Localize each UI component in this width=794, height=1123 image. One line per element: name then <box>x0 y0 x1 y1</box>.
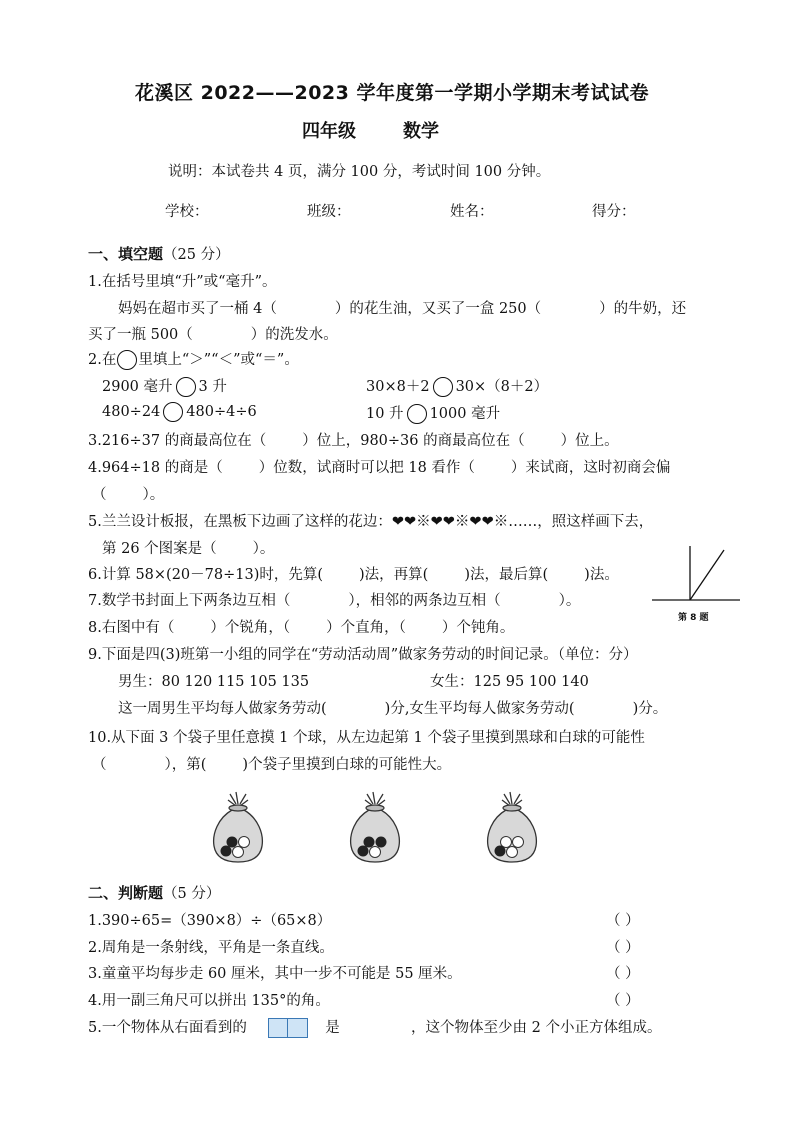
question-1: 1.在括号里填“升”或“毫升”。 <box>88 274 277 290</box>
compare-circle[interactable] <box>163 402 183 422</box>
q2-item-2: 30×8＋2 30×（8＋2） <box>366 379 549 395</box>
name-field: 姓名： <box>450 204 494 220</box>
compare-circle[interactable] <box>433 377 453 397</box>
black-ball <box>227 837 238 848</box>
question-1-line-1: 妈妈在超市买了一桶 4（ ）的花生油，又买了一盒 250（ ）的牛奶，还 <box>118 301 687 317</box>
white-ball <box>370 847 381 858</box>
judge-item-5: 5.一个物体从右面看到的 是 ，这个物体至少由 2 个小正方体组成。 <box>88 1020 662 1036</box>
bag-1 <box>208 788 268 864</box>
exam-note: 说明：本试卷共 4 页，满分 100 分，考试时间 100 分钟。 <box>168 164 551 180</box>
judge-answer-2[interactable]: （ ） <box>606 940 640 956</box>
white-ball <box>507 847 518 858</box>
q9-girls-data: 女生：125 95 100 140 <box>430 674 589 690</box>
white-ball <box>501 837 512 848</box>
question-1-line-2: 买了一瓶 500（ ）的洗发水。 <box>88 327 338 343</box>
section-1-heading: 一、填空题（25 分） <box>88 245 230 263</box>
class-field: 班级： <box>307 204 351 220</box>
black-ball <box>376 837 387 848</box>
figure-8-caption: 第 8 题 <box>678 613 709 623</box>
judge-answer-4[interactable]: （ ） <box>606 993 640 1009</box>
exam-title: 花溪区 2022——2023 学年度第一学期小学期末考试试卷 <box>135 82 649 104</box>
q2-item-4: 10 升 1000 毫升 <box>366 406 501 422</box>
q2-item-3: 480÷24 480÷4÷6 <box>102 404 257 420</box>
judge-item-4: 4.用一副三角尺可以拼出 135°的角。 <box>88 993 330 1009</box>
judge-item-2: 2.周角是一条射线，平角是一条直线。 <box>88 940 334 956</box>
compare-circle[interactable] <box>176 377 196 397</box>
question-9-line-3: 这一周男生平均每人做家务劳动( )分,女生平均每人做家务劳动( )分。 <box>118 701 668 717</box>
question-7: 7.数学书封面上下两条边互相（ ），相邻的两条边互相（ ）。 <box>88 593 581 609</box>
q9-boys-data: 男生：80 120 115 105 135 <box>118 674 310 690</box>
white-ball <box>239 837 250 848</box>
grade-label: 四年级 <box>302 121 356 142</box>
question-2: 2.在 里填上“＞”“＜”或“＝”。 <box>88 352 299 368</box>
section-2-heading: 二、判断题（5 分） <box>88 884 221 902</box>
figure-slant-line <box>690 550 724 600</box>
question-8: 8.右图中有（ ）个锐角，（ ）个直角，（ ）个钝角。 <box>88 620 515 636</box>
question-5: 5.兰兰设计板报，在黑板下边画了这样的花边：❤❤※❤❤※❤❤※……，照这样画下去， <box>88 514 654 530</box>
q2-item-1: 2900 毫升 3 升 <box>102 379 227 395</box>
black-ball <box>358 846 369 857</box>
question-6: 6.计算 58×(20－78÷13)时，先算( )法，再算( )法，最后算( )法。 <box>88 567 619 583</box>
score-field: 得分： <box>592 204 636 220</box>
black-ball <box>495 846 506 857</box>
question-10: 10.从下面 3 个袋子里任意摸 1 个球，从左边起第 1 个袋子里摸到黑球和白球的可能性 <box>88 730 645 746</box>
question-4-line-2: （ ）。 <box>92 487 165 503</box>
white-ball <box>233 847 244 858</box>
right-view-squares <box>268 1018 308 1038</box>
judge-item-3: 3.童童平均每步走 60 厘米，其中一步不可能是 55 厘米。 <box>88 966 462 982</box>
question-9: 9.下面是四(3)班第一小组的同学在“劳动活动周”做家务劳动的时间记录。（单位：分） <box>88 647 638 663</box>
bag-2 <box>345 788 405 864</box>
question-10-line-2: （ ），第( )个袋子里摸到白球的可能性大。 <box>92 757 452 773</box>
white-ball <box>513 837 524 848</box>
judge-answer-3[interactable]: （ ） <box>606 966 640 982</box>
black-ball <box>364 837 375 848</box>
subject-label: 数学 <box>403 121 439 142</box>
question-5-line-2: 第 26 个图案是（ ）。 <box>102 541 275 557</box>
judge-answer-1[interactable]: （ ） <box>606 913 640 929</box>
question-4: 4.964÷18 的商是（ ）位数，试商时可以把 18 看作（ ）来试商，这时初商会偏 <box>88 460 671 476</box>
question-3: 3.216÷37 的商最高位在（ ）位上，980÷36 的商最高位在（ ）位上。 <box>88 433 619 449</box>
school-field: 学校： <box>165 204 209 220</box>
compare-circle <box>117 350 137 370</box>
compare-circle[interactable] <box>407 404 427 424</box>
bag-3 <box>482 788 542 864</box>
black-ball <box>221 846 232 857</box>
judge-item-1: 1.390÷65=（390×8）÷（65×8） <box>88 913 332 929</box>
